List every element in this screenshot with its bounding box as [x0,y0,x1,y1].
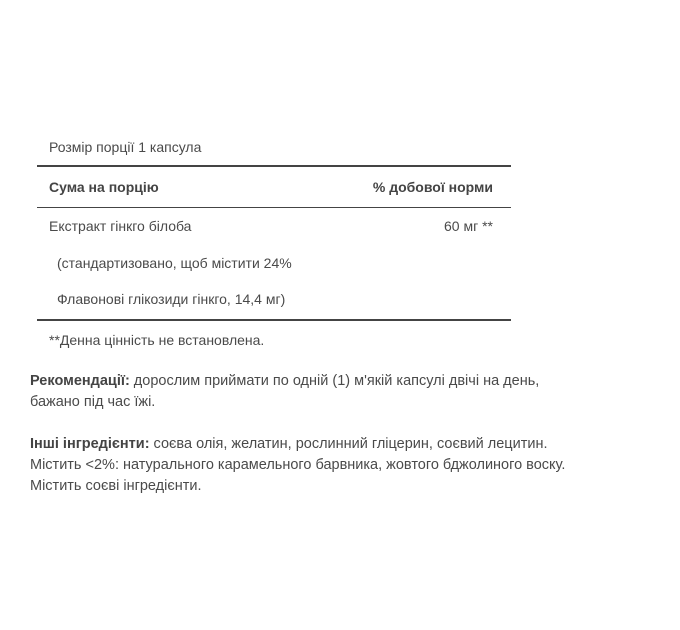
ingredient-standardization: (стандартизовано, щоб містити 24% [57,255,292,271]
other-ingredients-line-1 [30,434,670,455]
table-row [37,216,511,236]
recommendations-line-1 [30,371,670,392]
daily-value-header: % добової норми [372,179,493,195]
daily-value-footnote: **Денна цінність не встановлена. [49,332,265,348]
ingredient-name: Екстракт гінкго білоба [49,218,192,234]
ingredient-block [37,208,511,321]
supplement-facts-table [37,128,511,350]
recommendations-text-1: дорослим приймати по одній (1) м'якій капсулі двічі на день, [129,373,540,389]
serving-size: Розмір порції 1 капсула [37,128,511,167]
ingredient-flavone-glycosides: Флавонові глікозиди гінкго, 14,4 мг) [57,291,286,307]
ingredient-amount: 60 мг ** [444,218,493,234]
other-ingredients-label: Інші інгредієнти: [30,436,150,452]
other-ingredients-text-2: Містить <2%: натурального карамельного барвника, жовтого бджолиного воску. [30,457,566,473]
table-header [37,167,511,208]
amount-per-serving-header: Сума на порцію [49,179,159,195]
recommendations-text-2: бажано під час їжі. [30,394,156,410]
other-ingredients-paragraph [30,434,670,497]
recommendations-paragraph [30,371,670,413]
recommendations-label: Рекомендації: [30,373,130,389]
other-ingredients-text-3: Містить соєві інгредієнти. [30,478,202,494]
other-ingredients-text-1: соєва олія, желатин, рослинний гліцерин, соєвий лецитин. [149,436,548,452]
